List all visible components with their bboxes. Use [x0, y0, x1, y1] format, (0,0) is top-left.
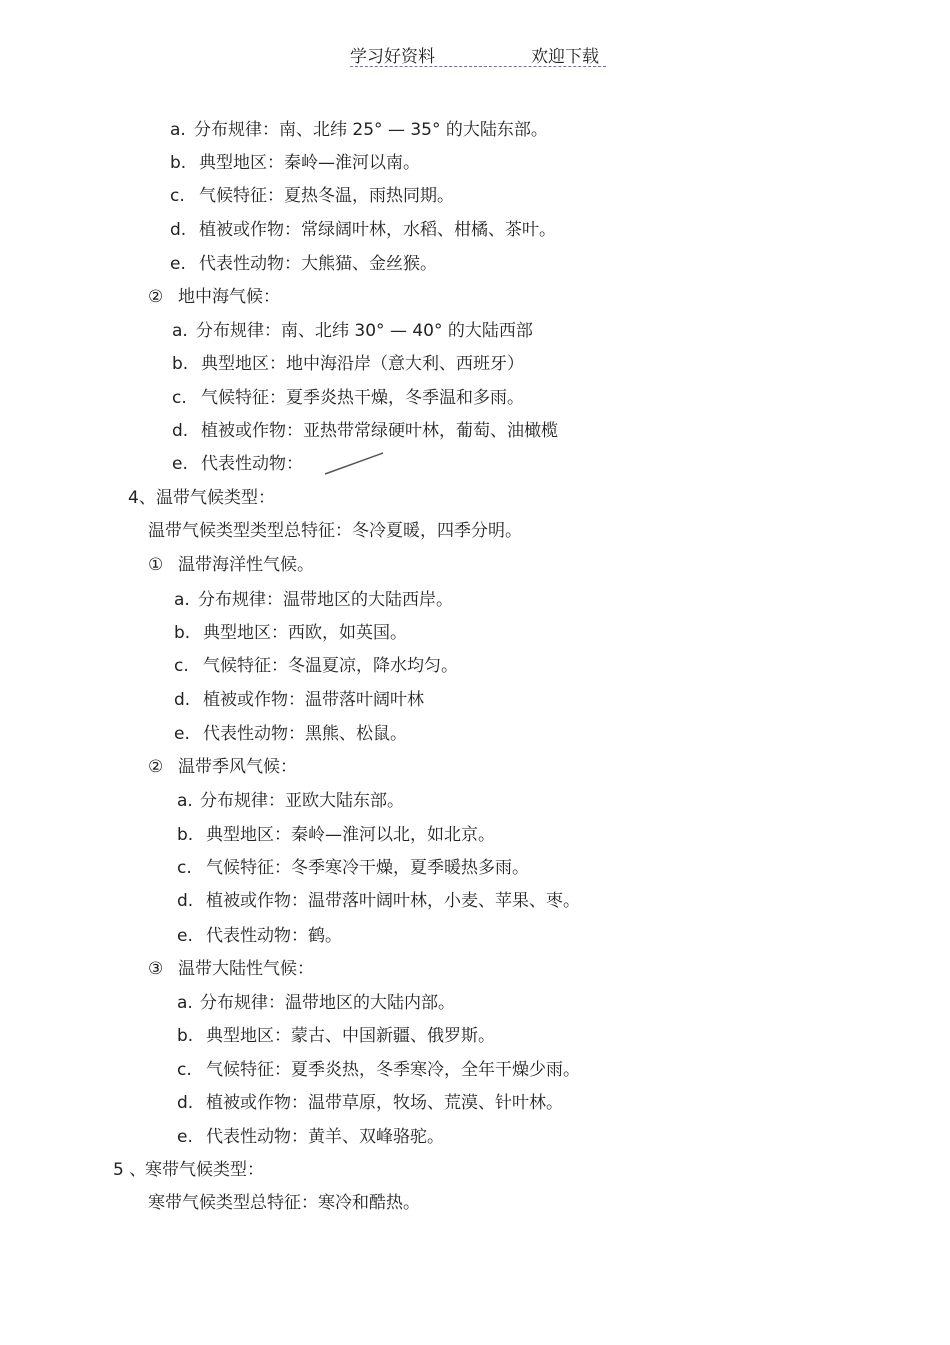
list-item — [174, 723, 407, 745]
item-text: 植被或作物：温带落叶阔叶林，小麦、苹果、枣。 — [206, 891, 580, 911]
section-heading — [148, 286, 280, 308]
list-item — [177, 857, 529, 879]
list-item — [172, 387, 524, 409]
item-marker: a. — [177, 993, 193, 1013]
list-item — [170, 253, 437, 275]
item-text: 植被或作物：亚热带常绿硬叶林，葡萄、油橄榄 — [201, 421, 558, 441]
item-marker: e. — [174, 724, 190, 744]
item-text: 寒带气候类型总特征：寒冷和酷热。 — [148, 1193, 420, 1213]
item-marker: a. — [174, 590, 190, 610]
item-marker: d. — [177, 1093, 194, 1113]
item-text: 温带气候类型类型总特征：冬冷夏暖，四季分明。 — [148, 521, 522, 541]
page-header — [350, 40, 606, 67]
item-text: 分布规律：南、北纬 25° — 35° 的大陆东部。 — [194, 120, 548, 140]
item-marker: 5 、 — [113, 1160, 147, 1180]
list-item — [174, 589, 453, 611]
list-item — [170, 119, 548, 141]
item-marker: b. — [174, 623, 191, 643]
item-marker: d. — [170, 220, 187, 240]
item-marker: e. — [177, 1127, 193, 1147]
list-item — [177, 1025, 495, 1047]
list-item — [174, 655, 458, 677]
list-item — [170, 219, 556, 241]
item-text: 温带海洋性气候。 — [178, 555, 314, 575]
list-item — [170, 185, 454, 207]
item-text: 分布规律：温带地区的大陆西岸。 — [198, 590, 453, 610]
item-text: 典型地区：秦岭—淮河以北，如北京。 — [206, 825, 495, 845]
item-text: 代表性动物： — [201, 454, 303, 474]
summary-text — [148, 520, 522, 542]
item-marker: ② — [148, 287, 164, 307]
item-marker: a. — [177, 791, 193, 811]
item-marker: b. — [170, 153, 187, 173]
item-text: 气候特征：冬温夏凉，降水均匀。 — [203, 656, 458, 676]
list-item — [177, 992, 455, 1014]
item-marker: b. — [172, 354, 189, 374]
item-text: 地中海气候： — [178, 287, 280, 307]
item-text: 温带气候类型： — [156, 488, 275, 508]
list-item — [177, 890, 580, 912]
item-marker: b. — [177, 825, 194, 845]
list-item — [177, 1092, 563, 1114]
item-marker: d. — [177, 891, 194, 911]
section-heading — [148, 554, 314, 576]
item-marker: ① — [148, 555, 164, 575]
list-item — [172, 420, 558, 442]
item-marker: e. — [172, 454, 188, 474]
item-marker: d. — [172, 421, 189, 441]
item-marker: e. — [177, 926, 193, 946]
item-text: 寒带气候类型： — [145, 1160, 264, 1180]
item-marker: d. — [174, 690, 191, 710]
item-marker: a. — [172, 321, 188, 341]
item-text: 温带大陆性气候： — [178, 959, 314, 979]
list-item — [174, 622, 407, 644]
item-text: 植被或作物：常绿阔叶林，水稻、柑橘、茶叶。 — [199, 220, 556, 240]
item-marker: c. — [177, 1060, 192, 1080]
item-text: 气候特征：夏季炎热，冬季寒冷，全年干燥少雨。 — [206, 1060, 580, 1080]
item-text: 代表性动物：大熊猫、金丝猴。 — [199, 254, 437, 274]
list-item — [177, 824, 495, 846]
item-marker: e. — [170, 254, 186, 274]
section-heading — [113, 1159, 264, 1181]
item-text: 气候特征：夏季炎热干燥，冬季温和多雨。 — [201, 388, 524, 408]
item-text: 温带季风气候： — [178, 757, 297, 777]
item-text: 分布规律：南、北纬 30° — 40° 的大陆西部 — [196, 321, 533, 341]
item-text: 气候特征：冬季寒冷干燥，夏季暖热多雨。 — [206, 858, 529, 878]
item-text: 典型地区：地中海沿岸（意大利、西班牙） — [201, 354, 524, 374]
item-text: 植被或作物：温带草原，牧场、荒漠、针叶林。 — [206, 1093, 563, 1113]
list-item — [172, 353, 524, 375]
item-text: 气候特征：夏热冬温，雨热同期。 — [199, 186, 454, 206]
list-item — [170, 152, 420, 174]
item-text: 代表性动物：黑熊、松鼠。 — [203, 724, 407, 744]
section-heading — [128, 487, 275, 509]
list-item — [174, 689, 424, 711]
item-marker: ② — [148, 757, 164, 777]
item-text: 典型地区：蒙古、中国新疆、俄罗斯。 — [206, 1026, 495, 1046]
blank-slash-mark — [324, 452, 386, 478]
header-right-text: 欢迎下载 — [531, 47, 599, 67]
list-item — [177, 1059, 580, 1081]
item-marker: b. — [177, 1026, 194, 1046]
item-text: 植被或作物：温带落叶阔叶林 — [203, 690, 424, 710]
item-marker: 4、 — [128, 488, 156, 508]
list-item — [172, 320, 533, 342]
item-text: 代表性动物：黄羊、双峰骆驼。 — [206, 1127, 444, 1147]
item-marker: c. — [170, 186, 185, 206]
item-marker: c. — [174, 656, 189, 676]
item-marker: a. — [170, 120, 186, 140]
list-item — [172, 453, 303, 475]
item-text: 分布规律：温带地区的大陆内部。 — [200, 993, 455, 1013]
item-text: 典型地区：西欧，如英国。 — [203, 623, 407, 643]
list-item — [177, 790, 404, 812]
item-text: 典型地区：秦岭—淮河以南。 — [199, 153, 420, 173]
item-text: 分布规律：亚欧大陆东部。 — [200, 791, 404, 811]
list-item — [177, 925, 342, 947]
item-marker: ③ — [148, 959, 164, 979]
header-left-text: 学习好资料 — [350, 47, 435, 67]
list-item — [177, 1126, 444, 1148]
item-marker: c. — [172, 388, 187, 408]
section-heading — [148, 756, 297, 778]
item-text: 代表性动物：鹤。 — [206, 926, 342, 946]
summary-text — [148, 1192, 420, 1214]
section-heading — [148, 958, 314, 980]
item-marker: c. — [177, 858, 192, 878]
